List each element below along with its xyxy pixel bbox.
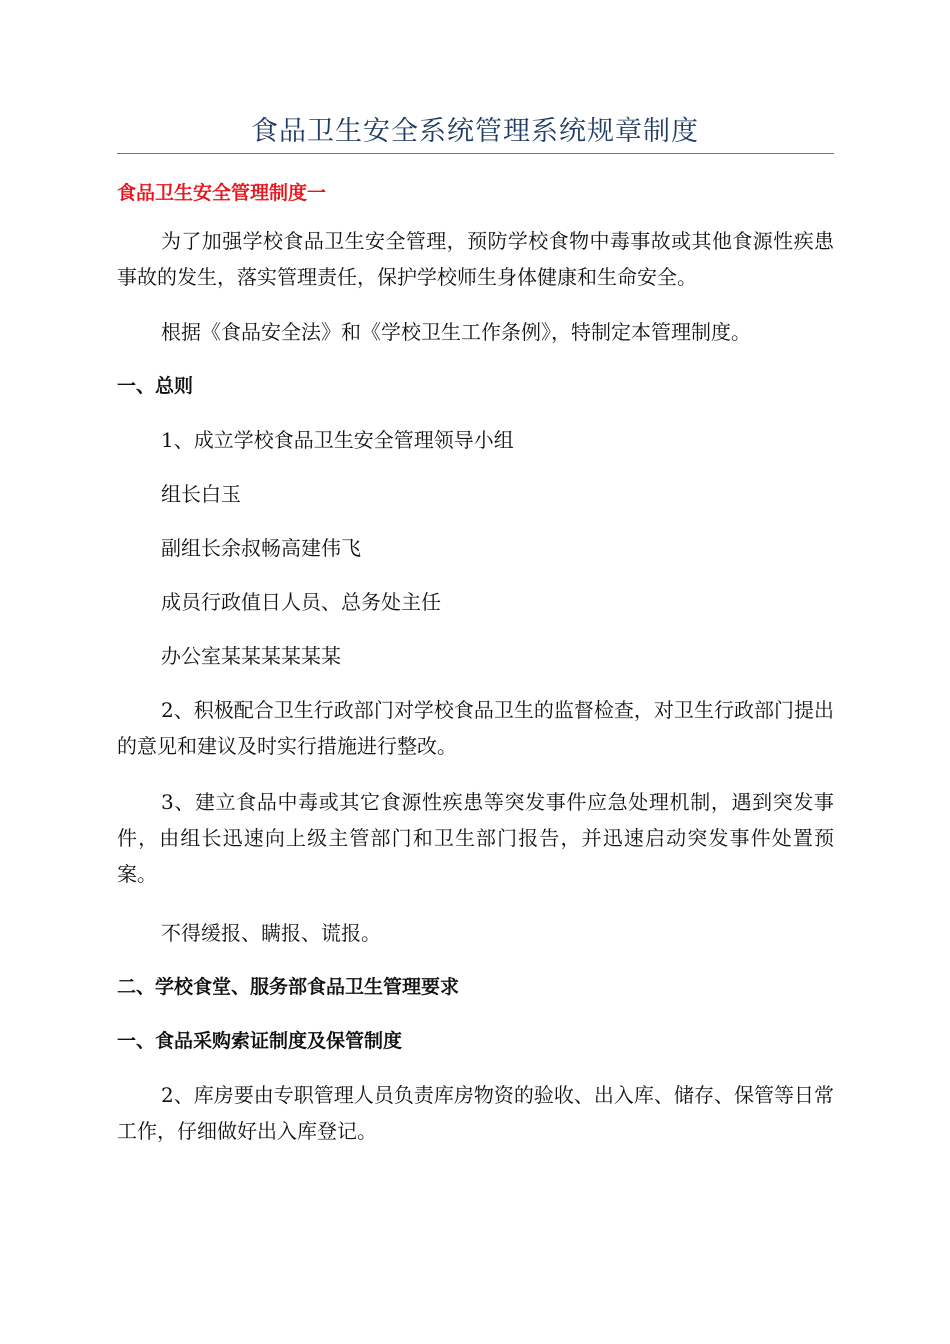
heading-purchase: 一、食品采购索证制度及保管制度	[117, 1030, 403, 1052]
section-title: 食品卫生安全管理制度一	[117, 182, 327, 204]
item-3-paragraph: 3、建立食品中毒或其它食源性疾患等突发事件应急处理机制，遇到突发事件，由组长迅速向上级主管部门和卫生部门报告，并迅速启动突发事件处置预案。	[117, 790, 834, 886]
item-2-paragraph: 2、积极配合卫生行政部门对学校食品卫生的监督检查，对卫生行政部门提出的意见和建议及时实行措施进行整改。	[117, 698, 834, 758]
title-underline	[117, 153, 834, 154]
basis-paragraph: 根据《食品安全法》和《学校卫生工作条例》，特制定本管理制度。	[161, 320, 751, 344]
item-1: 1、成立学校食品卫生安全管理领导小组	[161, 428, 514, 452]
members-line: 成员行政值日人员、总务处主任	[161, 590, 441, 614]
no-delay-line: 不得缓报、瞒报、谎报。	[161, 921, 381, 945]
office-line: 办公室某某某某某某	[161, 644, 341, 668]
deputy-leader-line: 副组长余叔畅高建伟飞	[161, 536, 361, 560]
heading-canteen: 二、学校食堂、服务部食品卫生管理要求	[117, 976, 460, 998]
intro-paragraph: 为了加强学校食品卫生安全管理，预防学校食物中毒事故或其他食源性疾患事故的发生，落实管理责任，保护学校师生身体健康和生命安全。	[117, 229, 834, 289]
heading-general: 一、总则	[117, 375, 194, 397]
document-title: 食品卫生安全系统管理系统规章制度	[251, 116, 699, 147]
leader-line: 组长白玉	[161, 482, 241, 506]
storage-paragraph: 2、库房要由专职管理人员负责库房物资的验收、出入库、储存、保管等日常工作，仔细做好出入库登记。	[117, 1083, 834, 1143]
